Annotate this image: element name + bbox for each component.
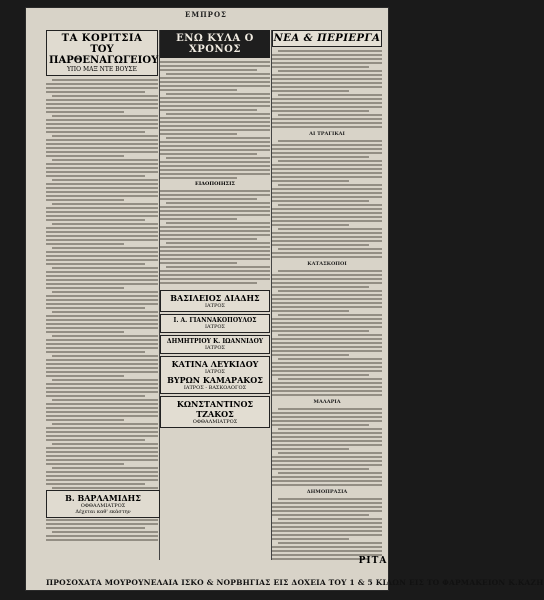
rita-ad: ΡΙΤΑ [358, 556, 388, 566]
column-banner-news: ΝΕΑ & ΠΕΡΙΕΡΓΑ [272, 30, 382, 47]
ad-ioannidou-role: ΙΑΤΡΟΣ [205, 345, 225, 351]
column-banner-time: ΕΝΩ ΚΥΛΑ Ο ΧΡΟΝΟΣ [160, 30, 270, 58]
ad-giannakopoulos-name: Ι. Α. ΓΙΑΝΝΑΚΟΠΟΥΛΟΣ [173, 317, 257, 324]
ad-varlamidis [46, 490, 160, 518]
column-1 [46, 30, 158, 543]
serial-text [46, 79, 158, 541]
serial-title-line2: ΤΟΥ ΠΑΡΘΕΝΑΓΩΓΕΙΟΥ [49, 44, 159, 66]
section-head-4: ΔΗΜΟΠΡΑΣΙΑ [306, 489, 348, 495]
serial-byline: ΥΠΟ ΜΑΞ ΝΤΕ ΒΟΥΣΕ [66, 66, 138, 73]
ad-ioannidou [160, 335, 270, 354]
ad-lefkidou [160, 356, 270, 394]
ad-lefkidou-name: ΚΑΤΙΝΑ ΛΕΥΚΙΔΟΥ [171, 359, 259, 369]
serial-title-line1: ΤΑ ΚΟΡΙΤΣΙΑ [61, 33, 143, 44]
section-head-3: ΜΑΛΑΡΙΑ [313, 399, 341, 405]
ad-tzakos [160, 396, 270, 428]
ad-varlamidis-name: Β. ΒΑΡΛΑΜΙΔΗΣ [65, 493, 141, 503]
ad-varlamidis-hours: Δέχεται καθ' εκάστην [75, 509, 131, 515]
notice-title: ΕΙΔΟΠΟΙΗΣΙΣ [195, 181, 235, 187]
ad-diadis-role: ΙΑΤΡΟΣ [205, 303, 225, 309]
serial-title-box [46, 30, 158, 76]
column-2 [160, 30, 270, 430]
column-2-text [160, 61, 270, 179]
masthead: ΕΜΠΡΟΣ [184, 10, 227, 19]
ad-diadis [160, 290, 270, 312]
ad-varlamidis-role: ΟΦΘΑΛΜΙΑΤΡΟΣ [80, 503, 126, 509]
column-3 [272, 30, 382, 562]
ad-diadis-name: ΒΑΣΙΛΕΙΟΣ ΔΙΑΔΗΣ [170, 293, 260, 303]
ads-block [160, 290, 270, 428]
header-strip [26, 8, 388, 22]
ad-kamarakos-name: ΒΥΡΩΝ ΚΑΜΑΡΑΚΟΣ [167, 375, 263, 385]
bottom-advert-bar: ΠΡΟΣΟΧΑΤΑ ΜΟΥΡΟΥΝΕΛΑΙΑ ΙΣΚΟ & ΝΟΡΒΗΓΙΑΣ ΕΙΣ ΔΟΧΕΙΑ ΤΟΥ 1 & 5 ΚΙΛΩΝ ΕΙΣ ΤΟ ΦΑΡΜΑΚΕΙΟΝ Κ.ΚΑΖΗ [46, 578, 544, 587]
ad-lefkidou-role: ΙΑΤΡΟΣ [205, 369, 225, 375]
column-3-text [272, 50, 382, 128]
ad-kamarakos-role: ΙΑΤΡΟΣ - ΒΑΣΚΟΛΟΓΟΣ [183, 385, 247, 391]
newspaper-page [26, 8, 544, 590]
section-head-1: ΑΙ ΤΡΑΓΙΚΑΙ [309, 131, 345, 137]
ad-tzakos-role: ΟΦΘΑΛΜΙΑΤΡΟΣ [192, 419, 238, 425]
ad-giannakopoulos [160, 314, 270, 333]
ad-tzakos-name: ΚΩΝΣΤΑΝΤΙΝΟΣ ΤΖΑΚΟΣ [176, 399, 254, 419]
ad-ioannidou-name: ΔΗΜΗΤΡΙΟΥ Κ. ΙΩΑΝΝΙΔΟΥ [166, 338, 264, 345]
ad-giannakopoulos-role: ΙΑΤΡΟΣ [205, 324, 225, 330]
section-head-2: ΚΑΤΑΣΚΟΠΟΙ [307, 261, 347, 267]
